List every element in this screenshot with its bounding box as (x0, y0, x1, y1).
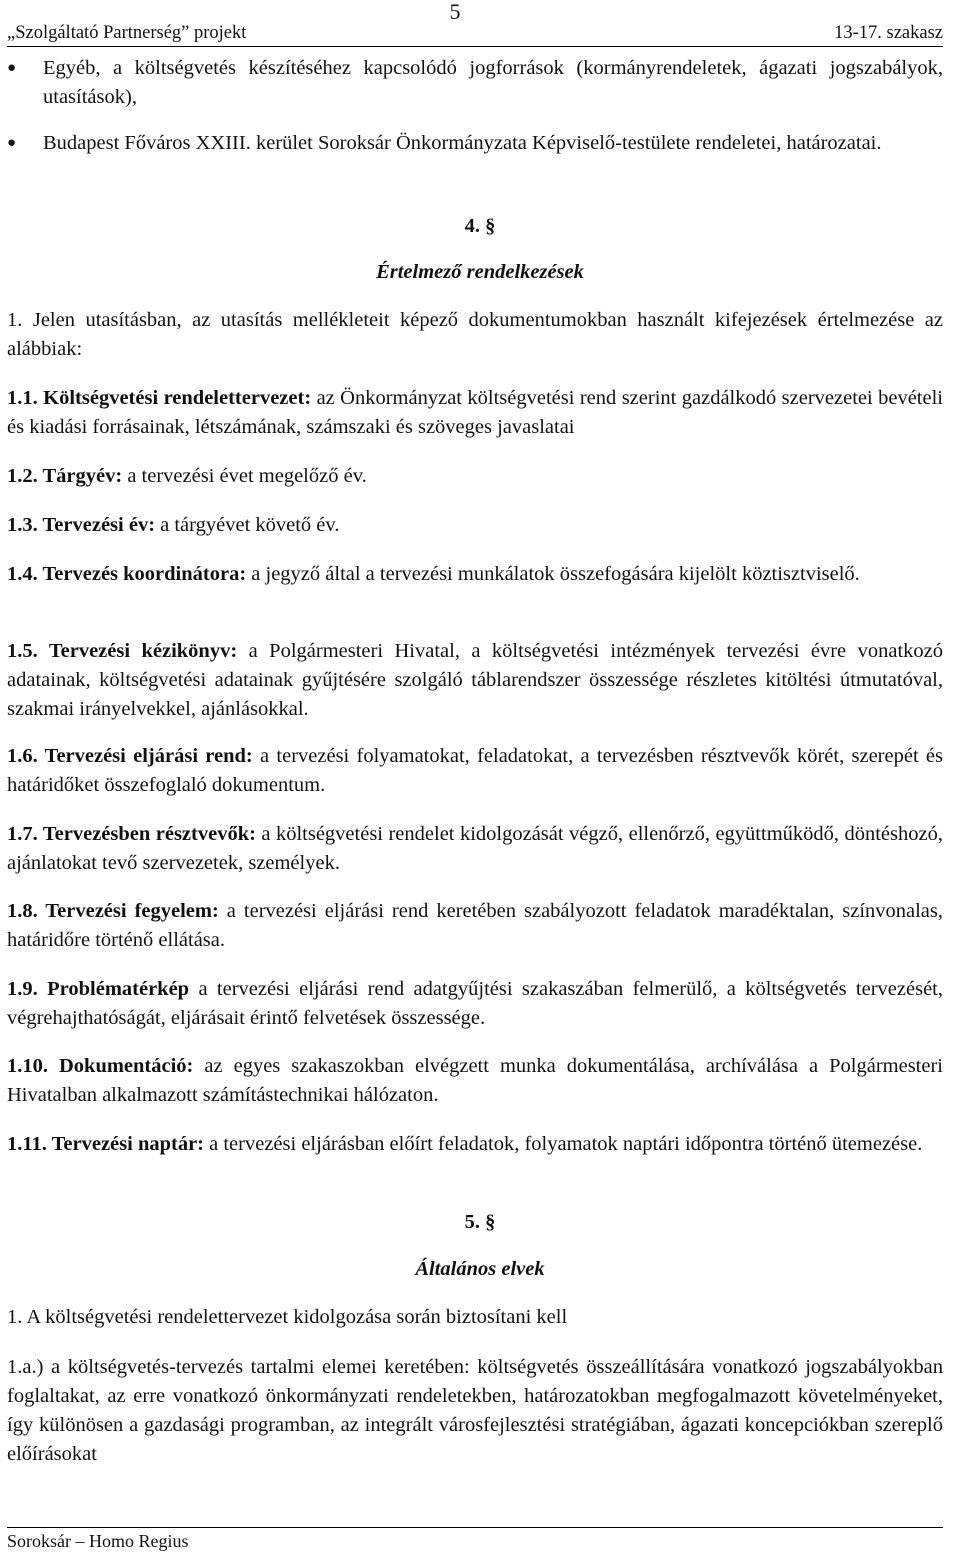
definition-term: 1.6. Tervezési eljárási rend: (7, 745, 253, 767)
definition-text: a jegyző által a tervezési munkálatok összefogására kijelölt köztisztviselő. (246, 563, 860, 585)
definition-item (7, 820, 943, 878)
section-5-title: Általános elvek (415, 1258, 545, 1280)
section-4-number: 4. § (464, 215, 496, 237)
definition-item (7, 637, 943, 724)
definition-text: a tervezési eljárásban előírt feladatok, folyamatok naptári időpontra történő ütemezése. (204, 1133, 923, 1155)
definition-text: a tervezési eljárási rend adatgyűjtési szakaszában felmerülő, a költségvetés tervezését, végrehajthatóságát, eljárásait érintő felvetések összessége. (7, 978, 943, 1029)
section-5-paragraph-2: 1.a.) a költségvetés-tervezés tartalmi elemei keretében: költségvetés összeállítására vonatkozó jogszabályokban foglaltakat, az erre vonatkozó önkormányzati rendeletekben, határozatokban megfogalmazott követelményeket, így különösen a gazdasági programban, az integrált városfejlesztési stratégiában, ágazati koncepciókban szereplő előírásokat (7, 1356, 943, 1465)
definition-item (7, 975, 943, 1033)
definition-text: a tárgyévet követő év. (155, 514, 340, 536)
definition-text: a költségvetési rendelet kidolgozását végző, ellenőrző, együttműködő, döntéshozó, ajánlatokat tevő szervezetek, személyek. (7, 823, 943, 874)
bullet-text: Egyéb, a költségvetés készítéséhez kapcsolódó jogforrások (kormányrendeletek, ágazati jogszabályok, utasítások), (43, 57, 943, 108)
definition-item (7, 384, 943, 442)
definition-item (7, 511, 943, 540)
definition-term: 1.2. Tárgyév: (7, 465, 123, 487)
list-item (7, 54, 943, 112)
list-item (7, 129, 943, 158)
header-project: „Szolgáltató Partnerség” projekt (7, 23, 247, 43)
definition-text: a tervezési folyamatokat, feladatokat, a tervezésben résztvevők körét, szerepét és határidőket összefoglaló dokumentum. (7, 745, 943, 796)
definition-text: az Önkormányzat költségvetési rend szerint gazdálkodó szervezetei bevételi és kiadási forrásainak, létszámának, számszaki és szöveges javaslatai (7, 387, 943, 438)
definition-item (7, 462, 943, 491)
section-4-intro: 1. Jelen utasításban, az utasítás mellékleteit képező dokumentumokban használt kifejezések értelmezése az alábbiak: (7, 309, 943, 360)
definition-term: 1.8. Tervezési fegyelem: (7, 900, 219, 922)
definition-term: 1.7. Tervezésben résztvevők: (7, 823, 256, 845)
definition-item (7, 897, 943, 955)
section-5-number: 5. § (464, 1211, 496, 1233)
definition-term: 1.9. Problématérkép (7, 978, 190, 1000)
definition-text: a Polgármesteri Hivatal, a költségvetési intézmények tervezési évre vonatkozó adatainak, költségvetési adatainak gyűjtésére szolgáló táblarendszer összessége részletes kitöltési útmutatóval, szakmai irányelvekkel, ajánlásokkal. (7, 640, 943, 720)
definition-term: 1.1. Költségvetési rendelettervezet: (7, 387, 312, 409)
page-header (7, 20, 943, 47)
bullet-text: Budapest Főváros XXIII. kerület Soroksár Önkormányzata Képviselő-testülete rendeletei, határozatai. (43, 132, 882, 154)
definition-item (7, 560, 943, 589)
page-number: 5 (449, 0, 461, 24)
bullet-icon: ● (7, 60, 17, 76)
definition-text: a tervezési évet megelőző év. (122, 465, 367, 487)
section-4-title: Értelmező rendelkezések (376, 261, 584, 283)
definition-text: az egyes szakaszokban elvégzett munka dokumentálása, archíválása a Polgármesteri Hivatalban alkalmazott számítástechnikai hálózaton. (7, 1055, 943, 1106)
bullet-icon: ● (7, 135, 17, 151)
definition-item (7, 742, 943, 800)
header-section: 13-17. szakasz (834, 23, 943, 43)
definition-item (7, 1052, 943, 1110)
definition-term: 1.5. Tervezési kézikönyv: (7, 640, 238, 662)
definition-term: 1.10. Dokumentáció: (7, 1055, 194, 1077)
definition-text: a tervezési eljárási rend keretében szabályozott feladatok maradéktalan, színvonalas, határidőre történő ellátása. (7, 900, 944, 951)
page-footer: Soroksár – Homo Regius (7, 1527, 943, 1554)
definition-term: 1.11. Tervezési naptár: (7, 1133, 205, 1155)
definition-term: 1.4. Tervezés koordinátora: (7, 563, 247, 585)
definition-term: 1.3. Tervezési év: (7, 514, 156, 536)
definition-item (7, 1130, 943, 1159)
section-5-paragraph-1: 1. A költségvetési rendelettervezet kidolgozása során biztosítani kell (7, 1306, 568, 1328)
